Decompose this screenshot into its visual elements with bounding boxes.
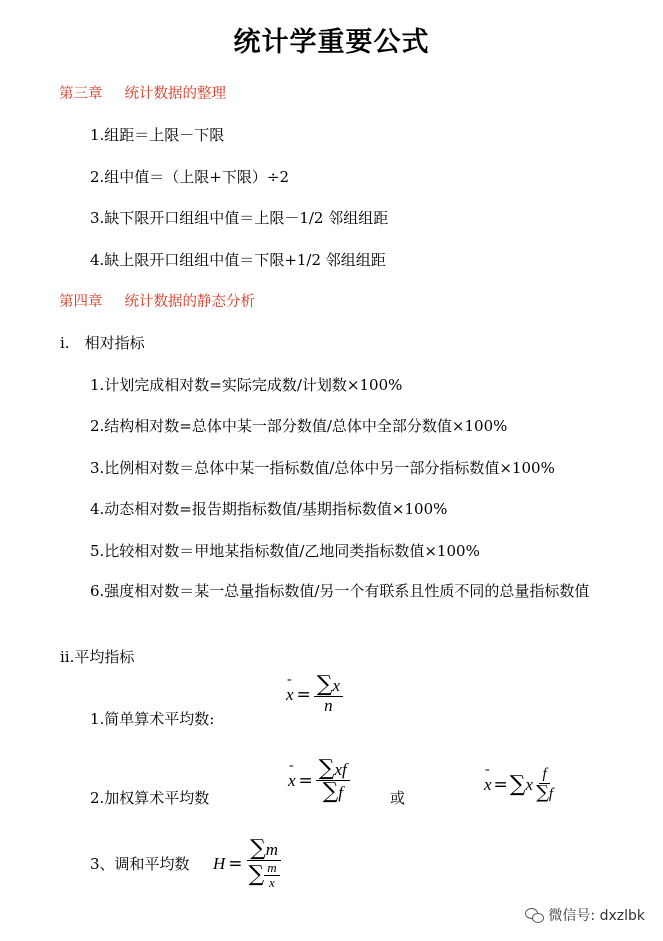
- chapter-3-heading: [59, 82, 226, 103]
- var-n: n: [324, 696, 333, 715]
- fraction: [533, 767, 556, 802]
- inner-fraction: [264, 861, 279, 890]
- watermark: [525, 905, 645, 925]
- x-bar: - x: [286, 685, 294, 705]
- or-label: 或: [390, 789, 406, 807]
- relative-indicators-heading: i. 相对指标: [60, 334, 145, 352]
- chapter-3-item-2: 2.组中值＝（上限+下限）÷2: [90, 168, 289, 186]
- simple-mean-formula: [286, 674, 343, 716]
- chapter-4-name: 统计数据的静态分析: [124, 294, 255, 310]
- chapter-3-name: 统计数据的整理: [124, 86, 226, 102]
- page-title: 统计学重要公式: [233, 27, 430, 58]
- sigma-symbol: ∑: [248, 862, 265, 888]
- watermark-text: 微信号: dxzlbk: [548, 908, 645, 924]
- var-x: x: [332, 676, 341, 695]
- x-bar: - x: [484, 775, 492, 795]
- equals-sign: =: [296, 684, 311, 705]
- simple-mean-label: 1.简单算术平均数:: [90, 710, 215, 728]
- average-indicators-heading: ii.平均指标: [60, 648, 135, 666]
- var-x: x: [525, 774, 534, 794]
- chapter-3-number: 第三章: [59, 86, 103, 102]
- equals-sign: =: [298, 770, 313, 791]
- weighted-mean-formula-alt: [484, 767, 556, 802]
- relative-item-4: 4.动态相对数=报告期指标数值/基期指标数值×100%: [90, 500, 448, 518]
- x-bar: - x: [288, 771, 296, 791]
- sigma-symbol: ∑: [536, 781, 549, 803]
- var-H: H: [213, 853, 226, 873]
- relative-item-3: 3.比例相对数＝总体中某一指标数值/总体中另一部分指标数值×100%: [90, 459, 555, 477]
- weighted-mean-formula: [288, 758, 350, 803]
- fraction: [246, 838, 283, 890]
- sigma-symbol: ∑: [250, 836, 266, 861]
- var-f: f: [539, 767, 549, 784]
- equals-sign: =: [228, 853, 243, 874]
- chapter-3-item-1: 1.组距＝上限－下限: [90, 126, 225, 144]
- sigma-symbol: ∑: [316, 672, 333, 697]
- weighted-mean-label: 2.加权算术平均数: [90, 789, 210, 807]
- sigma-symbol: ∑: [322, 779, 339, 804]
- var-xf: xf: [334, 760, 347, 779]
- chapter-3-item-4: 4.缺上限开口组组中值＝下限+1/2 邻组组距: [90, 251, 386, 269]
- sigma-symbol: ∑: [318, 756, 335, 781]
- var-f: f: [548, 785, 554, 802]
- chapter-4-number: 第四章: [59, 294, 103, 310]
- fraction: [316, 758, 350, 803]
- wechat-icon: [525, 908, 543, 923]
- chapter-3-item-3: 3.缺下限开口组组中值＝上限－1/2 邻组组距: [90, 209, 389, 227]
- var-m: m: [264, 861, 279, 876]
- equals-sign: =: [493, 774, 508, 795]
- relative-item-6: 6.强度相对数＝某一总量指标数值/另一个有联系且性质不同的总量指标数值: [90, 582, 590, 600]
- var-m: m: [265, 840, 279, 859]
- relative-item-5: 5.比较相对数＝甲地某指标数值/乙地同类指标数值×100%: [90, 542, 480, 560]
- sigma-symbol: ∑: [509, 771, 526, 797]
- chapter-4-heading: [59, 290, 255, 311]
- var-x: x: [269, 874, 275, 890]
- fraction: [314, 674, 343, 716]
- relative-item-2: 2.结构相对数=总体中某一部分数值/总体中全部分数值×100%: [90, 417, 508, 435]
- harmonic-mean-formula: [213, 838, 283, 890]
- var-f: f: [338, 783, 344, 802]
- relative-item-1: 1.计划完成相对数=实际完成数/计划数×100%: [90, 376, 403, 394]
- harmonic-mean-label: 3、调和平均数: [90, 855, 190, 873]
